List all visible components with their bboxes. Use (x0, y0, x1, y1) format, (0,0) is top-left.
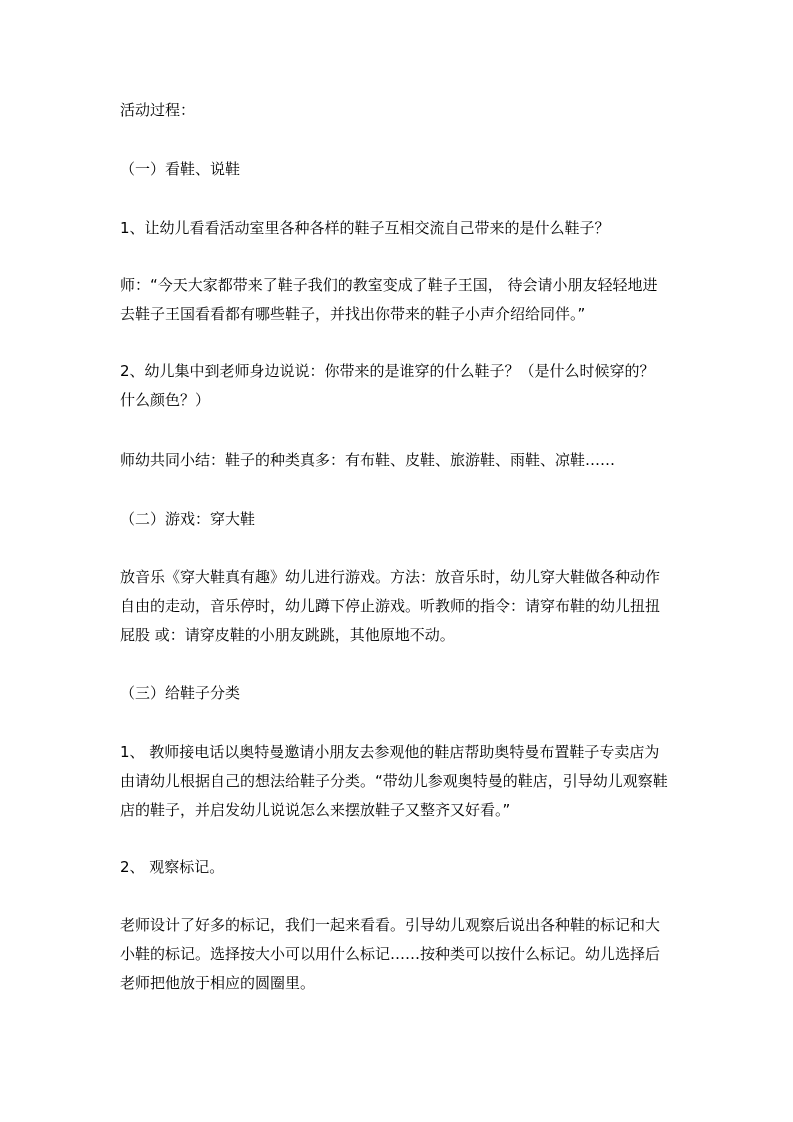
paragraph-line: 老师把他放于相应的圆圈里。 (120, 974, 316, 992)
paragraph-line: 1、 教师接电话以奥特曼邀请小朋友去参观他的鞋店帮助奥特曼布置鞋子专卖店为 (120, 743, 660, 761)
section-1-summary: 师幼共同小结：鞋子的种类真多：有布鞋、皮鞋、旅游鞋、雨鞋、凉鞋…… (120, 451, 616, 469)
section-3-body (120, 911, 680, 998)
paragraph-line: 由请幼儿根据自己的想法给鞋子分类。“带幼儿参观奥特曼的鞋店，引导幼儿观察鞋 (120, 772, 668, 790)
paragraph-line: 放音乐《穿大鞋真有趣》幼儿进行游戏。方法：放音乐时，幼儿穿大鞋做各种动作 (120, 568, 661, 586)
paragraph-line: 店的鞋子，并启发幼儿说说怎么来摆放鞋子又整齐又好看。” (120, 801, 511, 819)
paragraph-line: 小鞋的标记。选择按大小可以用什么标记……按种类可以按什么标记。幼儿选择后 (120, 945, 661, 963)
section-2-body (120, 563, 680, 650)
section-1-teacher-quote (120, 271, 680, 329)
paragraph-line: 师：“今天大家都带来了鞋子我们的教室变成了鞋子王国， 待会请小朋友轻轻地进 (120, 276, 658, 294)
activity-heading: 活动过程： (120, 101, 196, 119)
paragraph-line: 去鞋子王国看看都有哪些鞋子，并找出你带来的鞋子小声介绍给同伴。” (120, 305, 586, 323)
section-1-title: （一）看鞋、说鞋 (120, 160, 241, 178)
paragraph-line: 自由的走动，音乐停时，幼儿蹲下停止游戏。听教师的指令：请穿布鞋的幼儿扭扭 (120, 597, 661, 615)
section-3-item-2: 2、 观察标记。 (120, 858, 225, 876)
section-2-title: （二）游戏：穿大鞋 (120, 510, 256, 528)
section-1-item-1: 1、让幼儿看看活动室里各种各样的鞋子互相交流自己带来的是什么鞋子？ (120, 219, 610, 237)
section-1-item-2 (120, 357, 680, 415)
paragraph-line: 屁股 或：请穿皮鞋的小朋友跳跳，其他原地不动。 (120, 626, 455, 644)
paragraph-line: 什么颜色？） (120, 391, 211, 409)
section-3-title: （三）给鞋子分类 (120, 684, 241, 702)
section-3-item-1 (120, 738, 680, 825)
paragraph-line: 老师设计了好多的标记，我们一起来看看。引导幼儿观察后说出各种鞋的标记和大 (120, 916, 661, 934)
paragraph-line: 2、幼儿集中到老师身边说说：你带来的是谁穿的什么鞋子？（是什么时候穿的？ (120, 362, 655, 380)
